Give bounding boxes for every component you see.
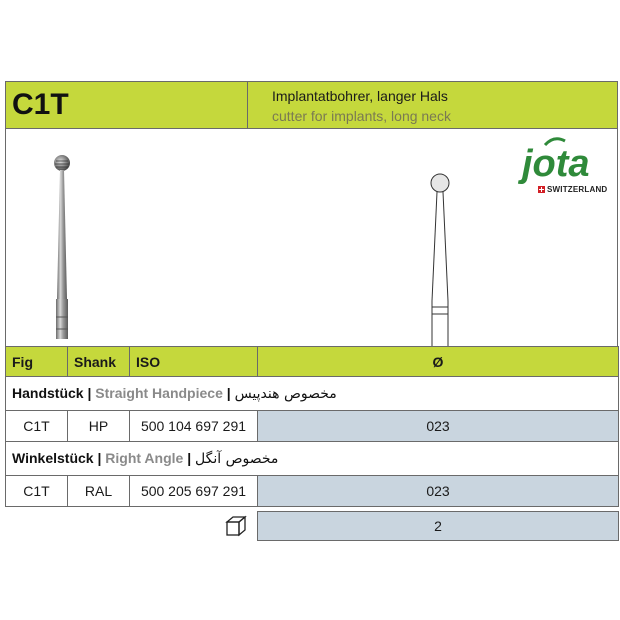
cell-shank: HP xyxy=(68,411,130,442)
box-icon xyxy=(224,514,248,538)
product-image-area xyxy=(5,129,618,346)
product-sheet xyxy=(5,81,618,507)
section-label: Winkelstück | Right Angle | مخصوص آنگل xyxy=(6,442,619,476)
cell-size: 023 xyxy=(258,476,619,507)
col-header-shank: Shank xyxy=(68,347,130,377)
logo-subtitle: SWITZERLAND xyxy=(538,185,607,194)
col-header-iso: ISO xyxy=(130,347,258,377)
product-header xyxy=(5,81,618,129)
bur-photo xyxy=(44,149,80,339)
table-header-row xyxy=(6,347,619,377)
logo-wordmark: jota xyxy=(522,143,590,185)
cell-fig: C1T xyxy=(6,476,68,507)
cell-size: 023 xyxy=(258,411,619,442)
table-row xyxy=(6,411,619,442)
description-german: Implantatbohrer, langer Hals xyxy=(272,88,448,104)
cell-iso: 500 205 697 291 xyxy=(130,476,258,507)
product-table xyxy=(5,346,619,507)
description-english: cutter for implants, long neck xyxy=(272,108,451,124)
cell-shank: RAL xyxy=(68,476,130,507)
product-code: C1T xyxy=(12,88,69,121)
section-row-right-angle xyxy=(6,442,619,476)
header-divider xyxy=(247,82,248,128)
section-row-handpiece xyxy=(6,377,619,411)
cell-iso: 500 104 697 291 xyxy=(130,411,258,442)
col-header-fig: Fig xyxy=(6,347,68,377)
table-row xyxy=(6,476,619,507)
section-label: Handstück | Straight Handpiece | مخصوص هندپیس xyxy=(6,377,619,411)
pack-quantity: 2 xyxy=(257,511,619,541)
cell-fig: C1T xyxy=(6,411,68,442)
jota-logo xyxy=(518,137,608,197)
pack-row xyxy=(5,511,618,541)
bur-drawing xyxy=(420,171,460,346)
swiss-flag-icon xyxy=(538,186,545,193)
col-header-size: Ø xyxy=(258,347,619,377)
